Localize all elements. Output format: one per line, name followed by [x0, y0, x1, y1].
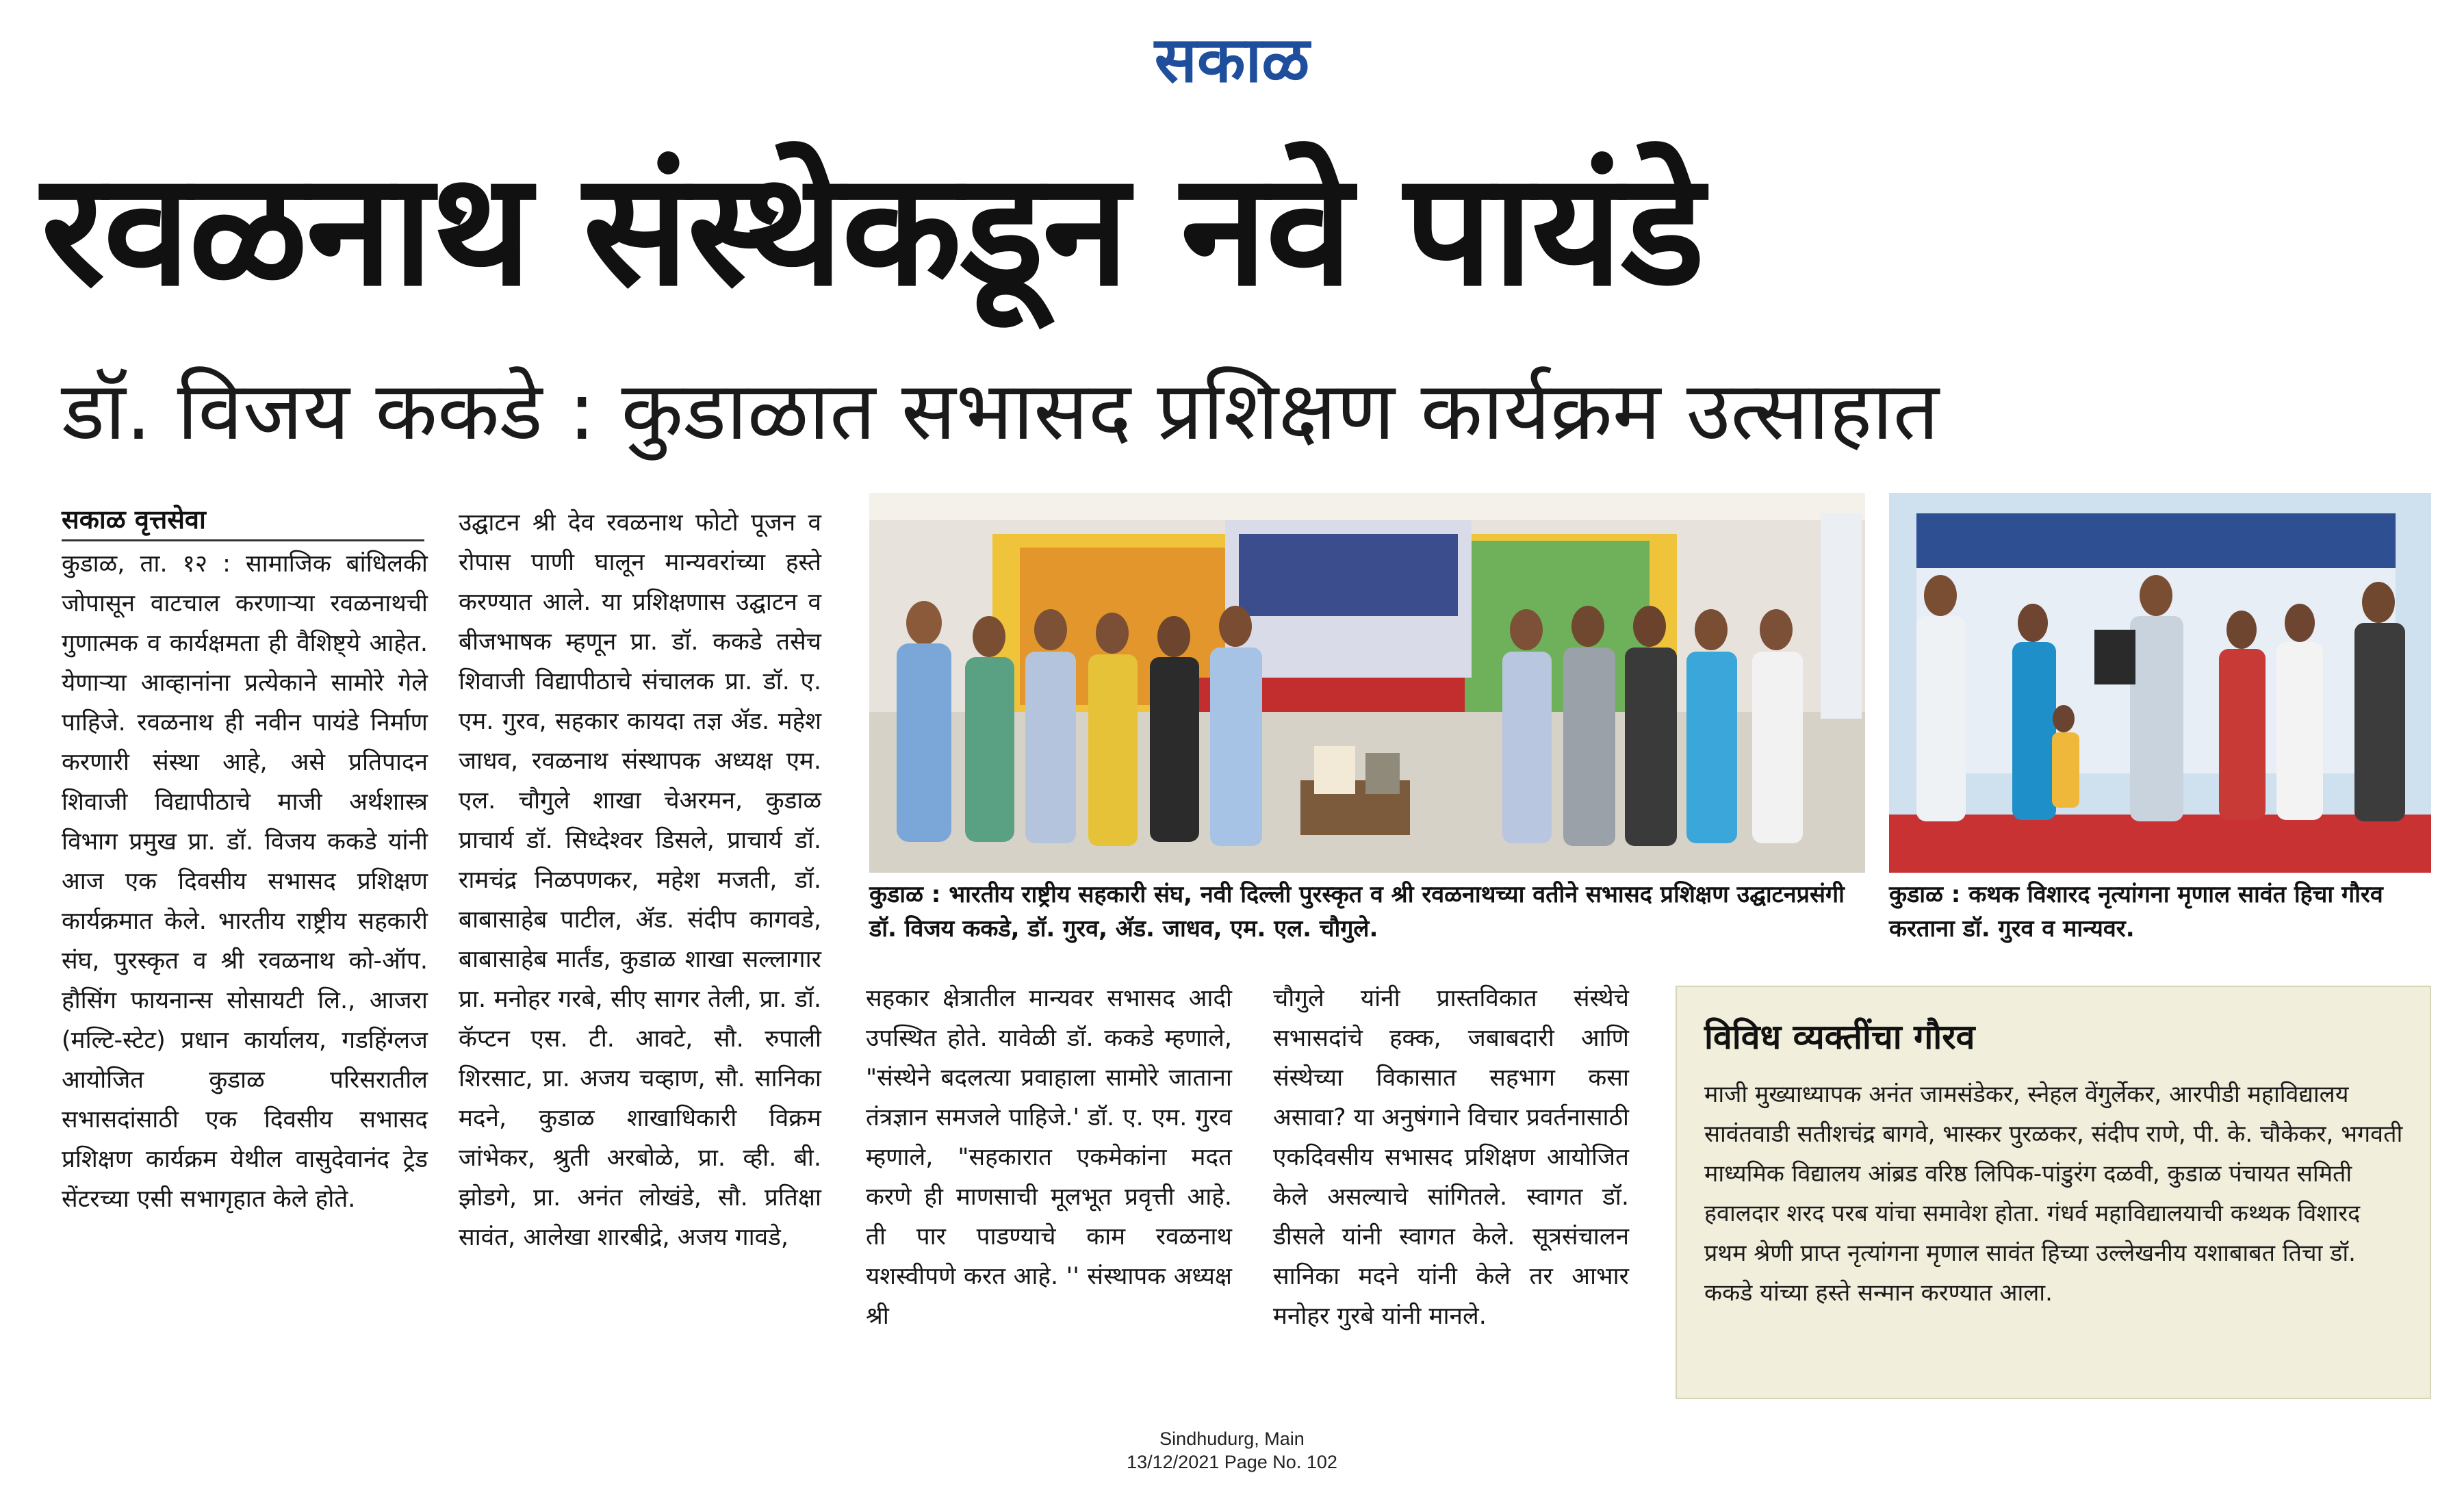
newspaper-masthead: सकाळ	[1154, 23, 1310, 97]
subheadline: डॉ. विजय ककडे : कुडाळात सभासद प्रशिक्षण कार्यक्रम उत्साहात	[62, 363, 1939, 458]
byline: सकाळ वृत्तसेवा	[62, 500, 424, 541]
article-column-2: उद्घाटन श्री देव रवळनाथ फोटो पूजन व रोपास पाणी घालून मान्यवरांच्या हस्ते करण्यात आले. या प्रशिक्षणास उद्घाटन व बीजभाषक म्हणून प्रा. डॉ. ककडे तसेच शिवाजी विद्यापीठाचे संचालक प्रा. डॉ. ए. एम. गुरव, सहकार कायदा तज्ञ ॲड. महेश जाधव, रवळनाथ संस्थापक अध्यक्ष एम. एल. चौगुले शाखा चेअरमन, कुडाळ प्राचार्य डॉ. सिध्देश्वर डिसले, प्राचार्य डॉ. रामचंद्र निळपणकर, महेश मजती, डॉ. बाबासाहेब पाटील, ॲड. संदीप कागवडे, बाबासाहेब मार्तंड, कुडाळ शाखा सल्लागार प्रा. मनोहर गरबे, सीए सागर तेली, प्रा. डॉ. कॅप्टन एस. टी. आवटे, सौ. रुपाली शिरसाट, प्रा. अजय चव्हाण, सौ. सानिका मदने, कुडाळ शाखाधिकारी विक्रम जांभेकर, श्रुती अरबोळे, प्रा. व्ही. बी. झोडगे, प्रा. अनंत लोखंडे, सौ. प्रतिक्षा सावंत, आलेखा शारबीद्रे, अजय गावडे,	[459, 509, 821, 1251]
sidebox-body: माजी मुख्याध्यापक अनंत जामसंडेकर, स्नेहल वेंगुर्लेकर, आरपीडी महाविद्यालय सावंतवाडी सतीशचंद्र बागवे, भास्कर पुरळकर, संदीप राणे, पी. के. चौकेकर, भगवती माध्यमिक विद्यालय आंब्रड वरिष्ठ लिपिक-पांडुरंग दळवी, कुडाळ पंचायत समिती हवालदार शरद परब यांचा समावेश होता. गंधर्व महाविद्यालयाची कथ्थक विशारद प्रथम श्रेणी प्राप्त नृत्यांगना मृणाल सावंत हिच्या उल्लेखनीय यशाबाबत तिचा डॉ. ककडे यांच्या हस्ते सन्मान करण्यात आला.	[1704, 1081, 2403, 1307]
group-photo-illustration	[869, 493, 1865, 873]
felicitation-photo	[1889, 493, 2431, 873]
article-column-4: चौगुले यांनी प्रास्तविकात संस्थेचे सभासदांचे हक्क, जबाबदारी आणि संस्थेच्या विकासात सहभाग कसा असावा? या अनुषंगाने विचार प्रवर्तनासाठी एकदिवसीय सभासद प्रशिक्षण आयोजित केले असल्याचे सांगितले. स्वागत डॉ. डीसले यांनी स्वागत केले. सूत्रसंचालन सानिका मदने यांनी केले तर आभार मनोहर गुरबे यांनी मानले.	[1273, 985, 1629, 1330]
group-photo	[869, 493, 1865, 873]
felicitation-photo-caption: कुडाळ : कथक विशारद नृत्यांगना मृणाल सावंत हिचा गौरव करताना डॉ. गुरव व मान्यवर.	[1889, 881, 2383, 943]
headline: रवळनाथ संस्थेकडून नवे पायंडे	[41, 138, 1704, 320]
sidebox-title: विविध व्यक्तींचा गौरव	[1704, 1017, 1975, 1057]
edition-label: Sindhudurg, Main	[1159, 1428, 1305, 1449]
article-column-1: कुडाळ, ता. १२ : सामाजिक बांधिलकी जोपासून वाटचाल करणाऱ्या रवळनाथची गुणात्मक व कार्यक्षमता ही वैशिष्ट्ये आहेत. येणाऱ्या आव्हानांना प्रत्येकाने सामोरे गेले पाहिजे. रवळनाथ ही नवीन पायंडे निर्माण करणारी संस्था आहे, असे प्रतिपादन शिवाजी विद्यापीठाचे माजी अर्थशास्त्र विभाग प्रमुख प्रा. डॉ. विजय ककडे यांनी आज एक दिवसीय सभासद प्रशिक्षण कार्यक्रमात केले. भारतीय राष्ट्रीय सहकारी संघ, पुरस्कृत व श्री रवळनाथ को-ऑप. हौसिंग फायनान्स सोसायटी लि., आजरा (मल्टि-स्टेट) प्रधान कार्यालय, गडहिंग्लज आयोजित कुडाळ परिसरातील सभासदांसाठी एक दिवसीय सभासद प्रशिक्षण कार्यक्रम येथील वासुदेवानंद ट्रेड सेंटरच्या एसी सभागृहात केले होते.	[62, 550, 428, 1213]
felicitation-photo-illustration	[1889, 493, 2431, 873]
page-footer	[1081, 1427, 1383, 1474]
date-page-label: 13/12/2021 Page No. 102	[1127, 1452, 1337, 1472]
group-photo-caption: कुडाळ : भारतीय राष्ट्रीय सहकारी संघ, नवी दिल्ली पुरस्कृत व श्री रवळनाथच्या वतीने सभासद प्रशिक्षण उद्घाटनप्रसंगी डॉ. विजय ककडे, डॉ. गुरव, ॲड. जाधव, एम. एल. चौगुले.	[869, 881, 1845, 943]
article-column-3: सहकार क्षेत्रातील मान्यवर सभासद आदी उपस्थित होते. यावेळी डॉ. ककडे म्हणाले, "संस्थेने बदलत्या प्रवाहाला सामोरे जाताना तंत्रज्ञान समजले पाहिजे.' डॉ. ए. एम. गुरव म्हणाले, "सहकारात एकमेकांना मदत करणे ही माणसाची मूलभूत प्रवृत्ती आहे. ती पार पाडण्याचे काम रवळनाथ यशस्वीपणे करत आहे. '' संस्थापक अध्यक्ष श्री	[866, 985, 1232, 1330]
